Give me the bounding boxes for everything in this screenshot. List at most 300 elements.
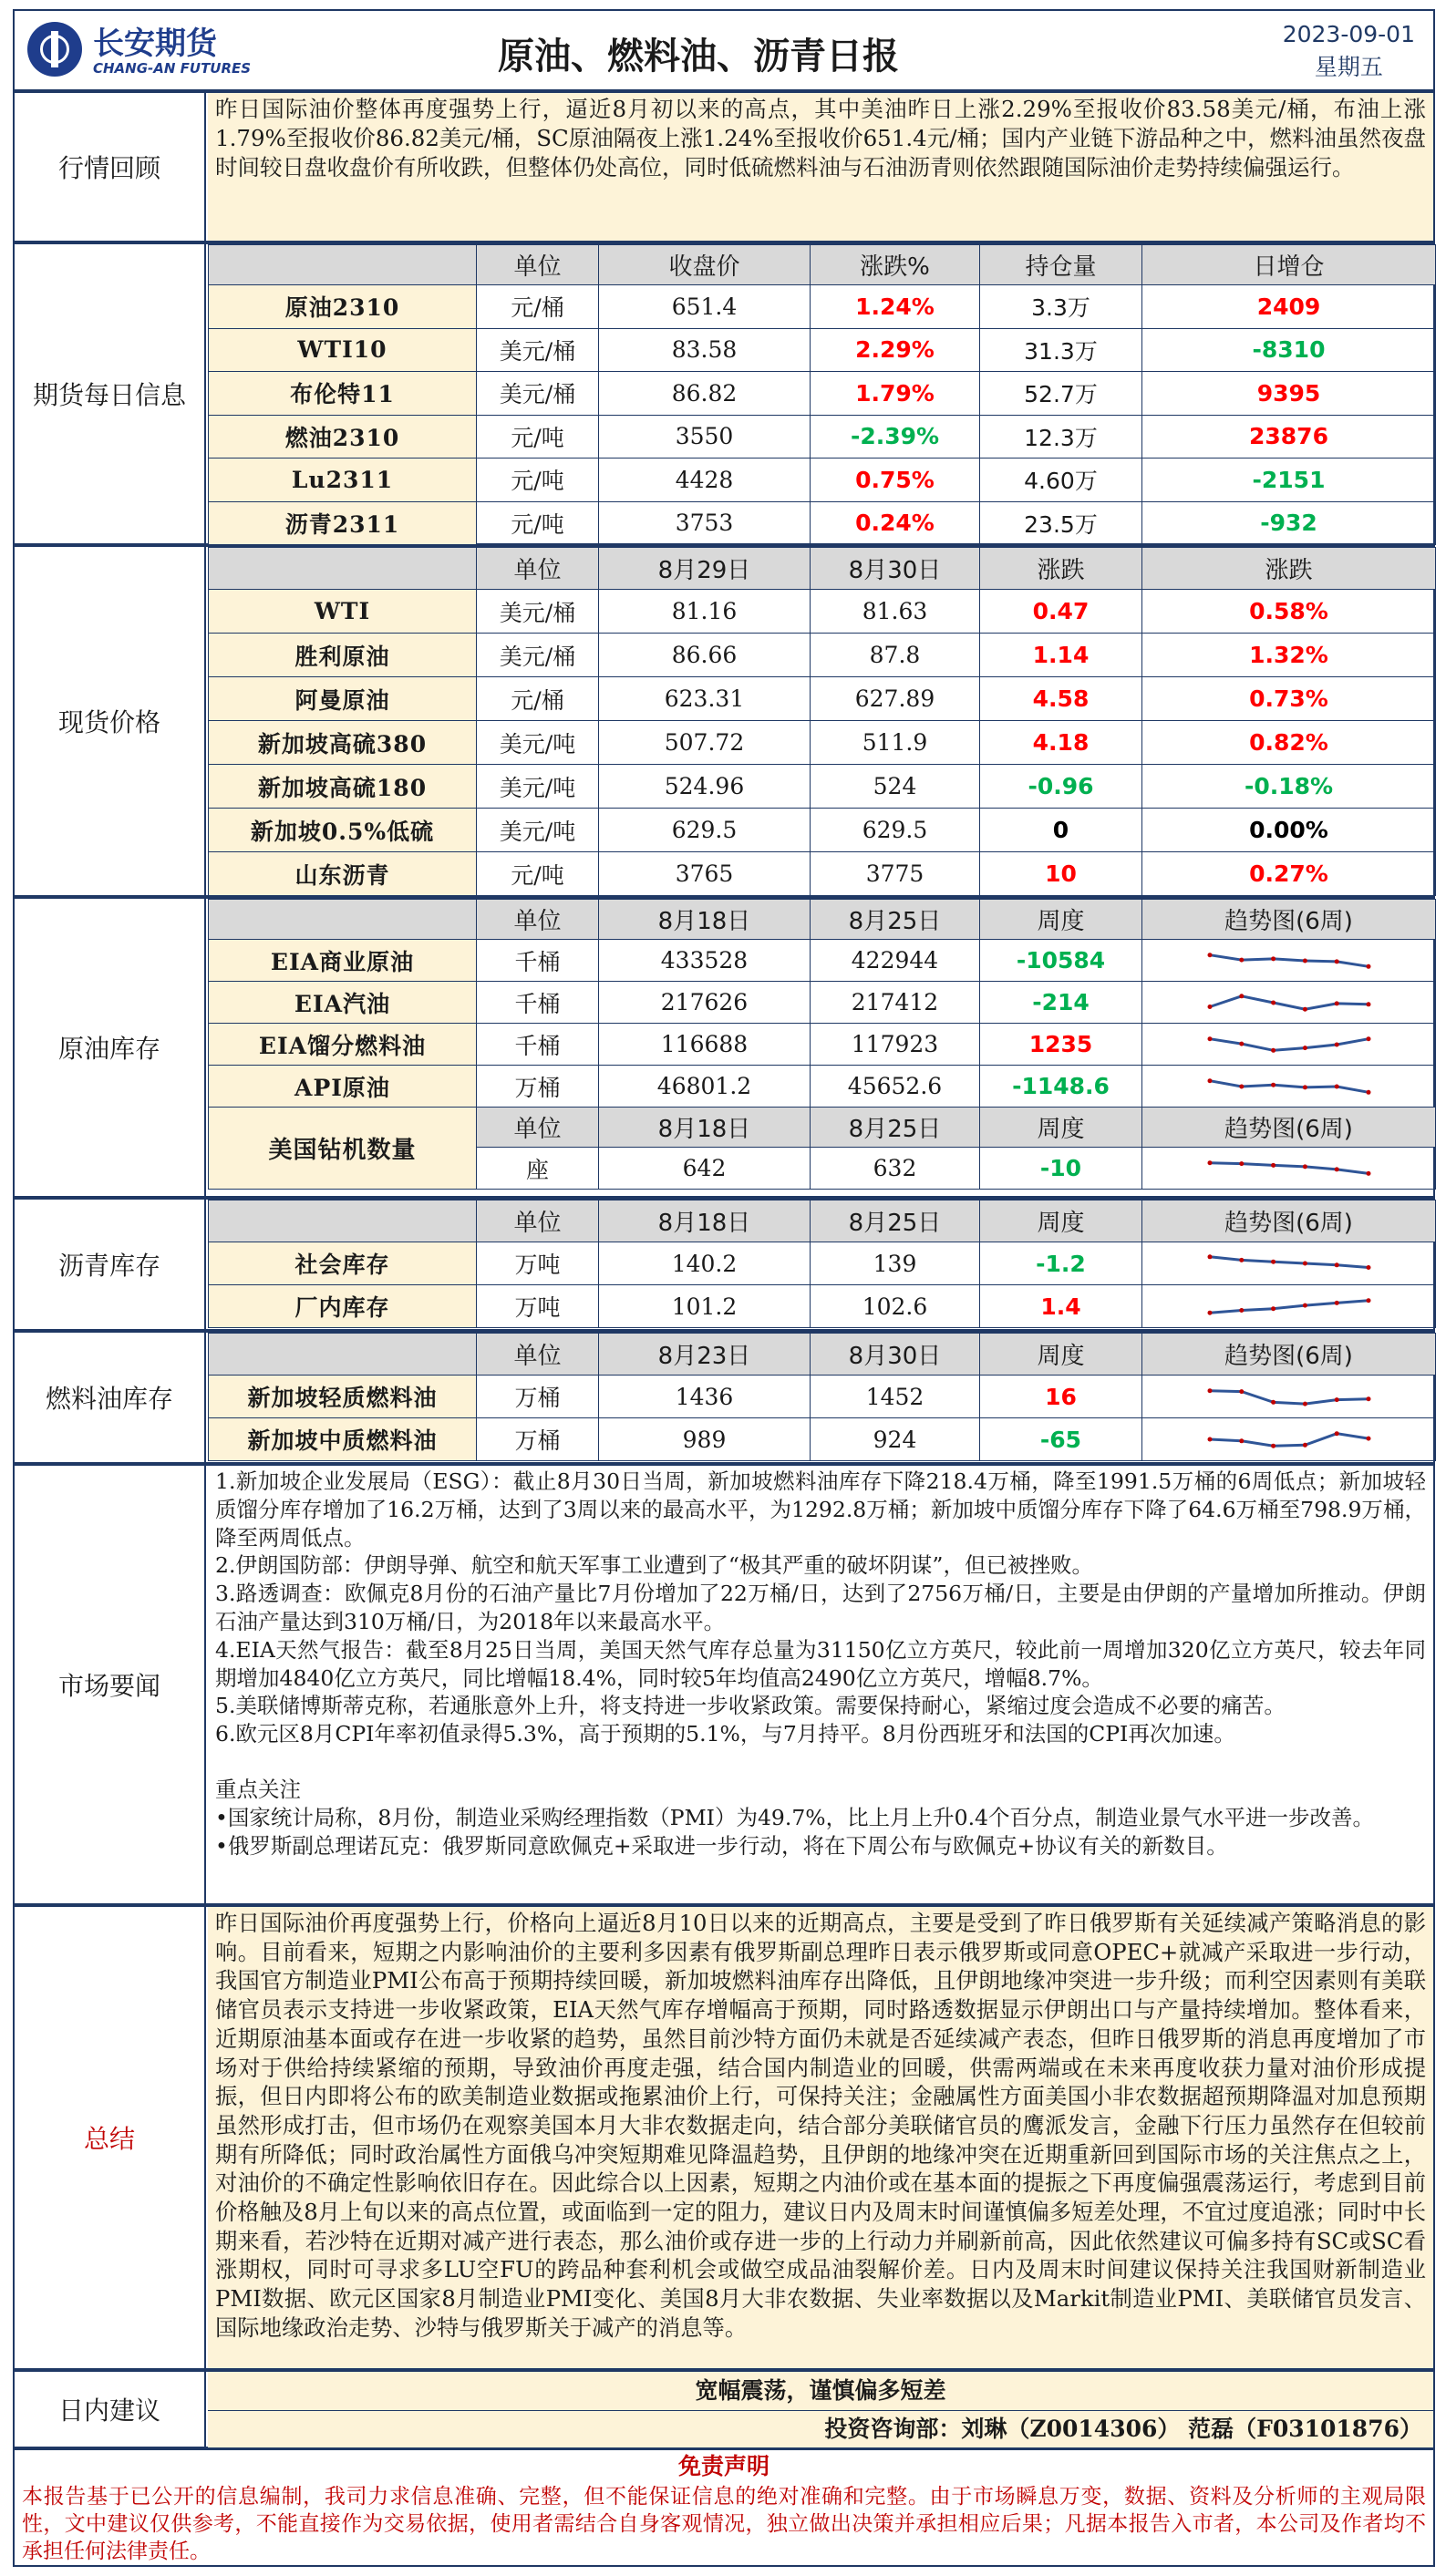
trend-chart-cell (1142, 1242, 1436, 1285)
trend-point (1302, 958, 1307, 963)
inventory-name: 新加坡轻质燃料油 (209, 1376, 477, 1418)
news-line (215, 1748, 1426, 1776)
trend-sparkline (1204, 1031, 1374, 1058)
trend-chart-cell (1142, 1285, 1436, 1328)
inventory-row (209, 1376, 1436, 1418)
inventory-row (209, 1242, 1436, 1285)
trend-line (1210, 1257, 1369, 1268)
open-interest: 23.5万 (980, 501, 1142, 545)
contract-name: 原油2310 (209, 285, 477, 329)
price-day1: 524.96 (599, 765, 811, 809)
unit: 千桶 (477, 1024, 599, 1066)
column-header: 单位 (477, 900, 599, 940)
inventory-name: 新加坡中质燃料油 (209, 1418, 477, 1461)
inventory-name: 厂内库存 (209, 1285, 477, 1328)
unit: 座 (477, 1148, 599, 1190)
spot-row (209, 634, 1436, 677)
rig-header-row (209, 1108, 1436, 1148)
open-interest: 4.60万 (980, 459, 1142, 502)
unit: 元/吨 (477, 501, 599, 545)
disclaimer-section (13, 2448, 1435, 2567)
trend-point (1239, 1084, 1244, 1088)
close-price: 83.58 (599, 328, 811, 372)
trend-line (1210, 1038, 1369, 1050)
spot-row (209, 852, 1436, 896)
trend-point (1302, 1006, 1307, 1011)
trend-point (1207, 1036, 1212, 1041)
column-header: 8月18日 (599, 1200, 811, 1242)
news-line: 2.伊朗国防部：伊朗导弹、航空和航天军事工业遭到了“极其严重的破坏阴谋”，但已被挫败。 (215, 1552, 1093, 1579)
unit: 元/吨 (477, 415, 599, 459)
trend-point (1239, 1438, 1244, 1443)
spot-row (209, 809, 1436, 852)
trend-chart-cell (1142, 940, 1436, 982)
news-line: 3.路透调查：欧佩克8月份的石油产量比7月份增加了22万桶/日，达到了2756万桶/日，主要是由伊朗的产量增加所推动。伊朗石油产量达到310万桶/日，为2018年以来最高水平。 (215, 1581, 1426, 1634)
trend-sparkline (1204, 1293, 1374, 1320)
close-price: 86.82 (599, 372, 811, 416)
trend-point (1271, 1400, 1276, 1405)
trend-point (1366, 963, 1370, 968)
inventory-name: EIA汽油 (209, 982, 477, 1024)
header-row (209, 1200, 1436, 1242)
trend-point (1207, 1254, 1212, 1259)
trend-point (1239, 1041, 1244, 1046)
price-day1: 3765 (599, 852, 811, 896)
value-day1: 46801.2 (599, 1066, 811, 1108)
price-day2: 81.63 (811, 590, 980, 634)
summary-text: 昨日国际油价再度强势上行，价格向上逼近8月10日以来的近期高点，主要是受到了昨日俄罗斯有关延续减产策略消息的影响。目前看来，短期之内影响油价的主要利多因素有俄罗斯副总理昨日表示俄罗斯或同意OPEC+就减产采取进一步行动，我国官方制造业PMI公布高于预期持续回暖，新加坡燃料油库存出降低，且伊朗地缘冲突进一步升级；而利空因素则有美联储官员表示支持进一步收紧政策，EIA天然气库存增幅高于预期，同时路透数据显示伊朗出口与产量持续增加。整体看来，近期原油基本面或存在进一步收紧的趋势，虽然目前沙特方面仍未就是否延续减产表态，但昨日俄罗斯的消息再度增加了市场对于供给持续紧缩的预期，导致油价再度走强，结合国内制造业的回暖，供需两端或在未来再度收获力量对油价形成提振，但日内即将公布的欧美制造业数据或拖累油价上行，可保持关注；金融属性方面美国小非农数据超预期降温对加息预期虽然形成打击，但市场仍在观察美国本月大非农数据走向，结合部分美联储官员的鹰派发言，金融下行压力虽然存在但较前期有所降低；同时政治属性方面俄乌冲突短期难见降温趋势，且伊朗的地缘冲突在近期重新回到国际市场的关注焦点之上，对油价的不确定性影响依旧存在。因此综合以上因素，短期之内油价或在基本面的提振之下再度偏强震荡运行，考虑到目前价格触及8月上旬以来的高点位置，或面临到一定的阻力，建议日内及周末时间谨慎偏多短差处理，不宜过度追涨；同时中长期来看，若沙特在近期对减产进行表态，那么油价或存进一步的上行动力并刷新前高，因此依然建议可偏多持有SC或SC看涨期权，同时可寻求多LU空FU的跨品种套利机会或做空成品油裂解价差。日内及周末时间建议保持关注我国财新制造业PMI数据、欧元区国家8月制造业PMI变化、美国8月大非农数据、失业率数据以及Markit制造业PMI、美联储官员发言、国际地缘政治走势、沙特与俄罗斯关于减产的消息等。 (208, 1907, 1433, 2368)
column-header: 8月30日 (811, 1334, 980, 1376)
contract-name: 沥青2311 (209, 501, 477, 545)
trend-point (1302, 1046, 1307, 1050)
trend-sparkline (1204, 1073, 1374, 1100)
unit: 万吨 (477, 1242, 599, 1285)
trend-point (1207, 1005, 1212, 1009)
close-price: 3753 (599, 501, 811, 545)
daily-oi-change: -8310 (1142, 328, 1436, 372)
review-section (13, 91, 1435, 242)
contract-name: Lu2311 (209, 459, 477, 502)
trend-chart-cell (1142, 1376, 1436, 1418)
value-day2: 45652.6 (811, 1066, 980, 1108)
value-day2: 217412 (811, 982, 980, 1024)
trend-chart-cell (1142, 1148, 1436, 1190)
price-day2: 524 (811, 765, 980, 809)
rig-count-name: 美国钻机数量 (209, 1108, 477, 1190)
report-header (13, 9, 1435, 91)
unit: 万吨 (477, 1285, 599, 1328)
trend-point (1207, 1437, 1212, 1442)
trend-line (1210, 1391, 1369, 1404)
contract-name: 布伦特11 (209, 372, 477, 416)
trend-line (1210, 1162, 1369, 1173)
change-pct: 0.00% (1142, 809, 1436, 852)
futures-row (209, 415, 1436, 459)
change-pct: 1.24% (811, 285, 980, 329)
trend-point (1334, 959, 1338, 963)
futures-row (209, 501, 1436, 545)
inventory-row (209, 1285, 1436, 1328)
change-pct: 1.79% (811, 372, 980, 416)
inventory-row (209, 1024, 1436, 1066)
contract-name: WTI10 (209, 328, 477, 372)
column-header: 收盘价 (599, 245, 811, 285)
section-label: 期货每日信息 (15, 244, 206, 543)
trend-point (1239, 957, 1244, 962)
trend-point (1302, 1262, 1307, 1266)
section-label: 燃料油库存 (15, 1333, 206, 1462)
section-label: 沥青库存 (15, 1200, 206, 1329)
trend-point (1207, 1388, 1212, 1393)
news-line: •俄罗斯副总理诺瓦克：俄罗斯同意欧佩克+采取进一步行动，将在下周公布与欧佩克+协议有关的新数目。 (215, 1832, 1228, 1859)
trend-point (1366, 1396, 1370, 1401)
change: 1.14 (980, 634, 1142, 677)
trend-point (1366, 1089, 1370, 1094)
change-pct: 0.75% (811, 459, 980, 502)
column-header: 8月25日 (811, 1108, 980, 1148)
disclaimer-text: 本报告基于已公开的信息编制，我司力求信息准确、完整，但不能保证信息的绝对准确和完整。由于市场瞬息万变，数据、资料及分析师的主观局限性，文中建议仅供参考，不能直接作为交易依据，使用者需结合自身客观情况，独立做出决策并承担相应后果；凡据本报告入市者，本公司及作者均不承担任何法律责任。 (22, 2485, 1426, 2563)
value-day1: 989 (599, 1418, 811, 1461)
price-day2: 3775 (811, 852, 980, 896)
unit: 万桶 (477, 1418, 599, 1461)
trend-point (1334, 1431, 1338, 1436)
header-blank (209, 548, 477, 590)
inventory-row (209, 1418, 1436, 1461)
column-header: 趋势图(6周) (1142, 900, 1436, 940)
weekly-change: -10 (980, 1148, 1142, 1190)
trend-line (1210, 954, 1369, 966)
news-line: 1.新加坡企业发展局（ESG）：截止8月30日当周，新加坡燃料油库存下降218.4万桶，降至1991.5万桶的6周低点；新加坡轻质馏分库存增加了16.2万桶，达到了3周以来的最高水平，为1292.8万桶；新加坡中质馏分库存下降了64.6万桶至798.9万桶，降至两周低点。 (215, 1468, 1426, 1551)
trend-point (1271, 1082, 1276, 1087)
trend-sparkline (1204, 947, 1374, 974)
asphalt-inventory-section (13, 1198, 1435, 1331)
column-header: 趋势图(6周) (1142, 1108, 1436, 1148)
change-pct: 1.32% (1142, 634, 1436, 677)
report-weekday: 星期五 (1314, 54, 1383, 80)
value-day2: 139 (811, 1242, 980, 1285)
analyst-credits: 投资咨询部：刘琳（Z0014306） 范磊（F03101876） (208, 2411, 1433, 2447)
trend-chart-cell (1142, 1024, 1436, 1066)
unit: 美元/桶 (477, 590, 599, 634)
spot-name: WTI (209, 590, 477, 634)
unit: 元/吨 (477, 852, 599, 896)
change: 10 (980, 852, 1142, 896)
spot-name: 新加坡高硫180 (209, 765, 477, 809)
trend-chart-cell (1142, 1418, 1436, 1461)
trend-point (1366, 1437, 1370, 1441)
advice-section (13, 2370, 1435, 2448)
trend-point (1334, 1084, 1338, 1088)
inventory-row (209, 982, 1436, 1024)
price-day1: 86.66 (599, 634, 811, 677)
header-blank (209, 1200, 477, 1242)
unit: 千桶 (477, 982, 599, 1024)
trend-point (1334, 1397, 1338, 1402)
inventory-row (209, 1066, 1436, 1108)
trend-sparkline (1204, 1155, 1374, 1182)
trend-line (1210, 1080, 1369, 1092)
unit: 万桶 (477, 1066, 599, 1108)
price-day2: 87.8 (811, 634, 980, 677)
column-header: 涨跌 (980, 548, 1142, 590)
trend-point (1366, 1298, 1370, 1303)
trend-point (1239, 1308, 1244, 1313)
value-day2: 102.6 (811, 1285, 980, 1328)
spot-row (209, 721, 1436, 765)
section-label: 市场要闻 (15, 1466, 206, 1903)
trend-point (1239, 1161, 1244, 1166)
crude-inventory-table (208, 899, 1436, 1190)
spot-row (209, 677, 1436, 721)
trend-point (1302, 1443, 1307, 1448)
trend-point (1366, 1002, 1370, 1006)
change-pct: -0.18% (1142, 765, 1436, 809)
news-line: 6.欧元区8月CPI年率初值录得5.3%，高于预期的5.1%，与7月持平。8月份西班牙和法国的CPI再次加速。 (215, 1721, 1235, 1747)
daily-oi-change: -932 (1142, 501, 1436, 545)
crude-inventory-section (13, 897, 1435, 1198)
daily-oi-change: -2151 (1142, 459, 1436, 502)
unit: 元/桶 (477, 677, 599, 721)
value-day1: 217626 (599, 982, 811, 1024)
trend-point (1334, 1301, 1338, 1305)
unit: 美元/吨 (477, 765, 599, 809)
column-header: 8月25日 (811, 900, 980, 940)
inventory-row (209, 940, 1436, 982)
section-label: 日内建议 (15, 2372, 206, 2447)
spot-name: 新加坡0.5%低硫 (209, 809, 477, 852)
trend-point (1239, 1389, 1244, 1394)
column-header: 日增仓 (1142, 245, 1436, 285)
trend-point (1271, 1162, 1276, 1167)
trend-point (1207, 1078, 1212, 1083)
value-day1: 140.2 (599, 1242, 811, 1285)
trend-line (1210, 1301, 1369, 1314)
column-header: 单位 (477, 1200, 599, 1242)
weekly-change: 1.4 (980, 1285, 1142, 1328)
price-day2: 629.5 (811, 809, 980, 852)
report-date-box (1283, 18, 1415, 84)
trend-point (1239, 994, 1244, 998)
value-day2: 632 (811, 1148, 980, 1190)
trend-point (1302, 1402, 1307, 1406)
trend-point (1271, 1047, 1276, 1052)
daily-oi-change: 2409 (1142, 285, 1436, 329)
change-pct: 0.27% (1142, 852, 1436, 896)
column-header: 周度 (980, 1200, 1142, 1242)
change: 4.18 (980, 721, 1142, 765)
asphalt-inventory-table (208, 1200, 1436, 1328)
inventory-name: API原油 (209, 1066, 477, 1108)
change: 0 (980, 809, 1142, 852)
trend-point (1366, 1265, 1370, 1270)
value-day2: 924 (811, 1418, 980, 1461)
change: 4.58 (980, 677, 1142, 721)
trend-point (1366, 1036, 1370, 1041)
futures-section (13, 242, 1435, 545)
company-logo (24, 16, 270, 86)
spot-name: 山东沥青 (209, 852, 477, 896)
fuel-oil-inventory-section (13, 1331, 1435, 1464)
change: -0.96 (980, 765, 1142, 809)
futures-row (209, 328, 1436, 372)
trend-sparkline (1204, 1383, 1374, 1410)
value-day1: 1436 (599, 1376, 811, 1418)
logo-emblem-icon (27, 22, 82, 77)
column-header: 涨跌% (811, 245, 980, 285)
trend-chart-cell (1142, 982, 1436, 1024)
trend-line (1210, 995, 1369, 1008)
column-header: 8月23日 (599, 1334, 811, 1376)
news-line: 4.EIA天然气报告：截至8月25日当周，美国天然气库存总量为31150亿立方英尺，较此前一周增加320亿立方英尺，较去年同期增加4840亿立方英尺，同比增幅18.4%，同时较5年均值高2490亿立方英尺，增幅8.7%。 (215, 1636, 1426, 1691)
change-pct: 2.29% (811, 328, 980, 372)
unit: 美元/桶 (477, 372, 599, 416)
spot-name: 阿曼原油 (209, 677, 477, 721)
trend-point (1302, 1164, 1307, 1169)
close-price: 651.4 (599, 285, 811, 329)
trend-line (1210, 1434, 1369, 1447)
unit: 元/桶 (477, 285, 599, 329)
disclaimer-title: 免责声明 (677, 2453, 769, 2479)
unit: 元/吨 (477, 459, 599, 502)
close-price: 4428 (599, 459, 811, 502)
value-day1: 116688 (599, 1024, 811, 1066)
advice-text: 宽幅震荡，谨慎偏多短差 (208, 2372, 1433, 2411)
weekly-change: -1148.6 (980, 1066, 1142, 1108)
column-header: 趋势图(6周) (1142, 1334, 1436, 1376)
trend-sparkline (1204, 1426, 1374, 1453)
change-pct: 0.82% (1142, 721, 1436, 765)
price-day1: 623.31 (599, 677, 811, 721)
unit: 美元/吨 (477, 809, 599, 852)
unit: 美元/吨 (477, 721, 599, 765)
trend-chart-cell (1142, 1066, 1436, 1108)
trend-point (1334, 1262, 1338, 1267)
spot-table (208, 547, 1436, 896)
value-day1: 433528 (599, 940, 811, 982)
value-day2: 1452 (811, 1376, 980, 1418)
inventory-name: 社会库存 (209, 1242, 477, 1285)
header-blank (209, 1334, 477, 1376)
value-day1: 101.2 (599, 1285, 811, 1328)
weekly-change: 16 (980, 1376, 1142, 1418)
open-interest: 3.3万 (980, 285, 1142, 329)
unit: 美元/桶 (477, 634, 599, 677)
trend-point (1302, 1085, 1307, 1089)
unit: 万桶 (477, 1376, 599, 1418)
report-title: 原油、燃料油、沥青日报 (498, 36, 899, 77)
trend-point (1207, 1311, 1212, 1315)
column-header: 周度 (980, 1108, 1142, 1148)
header-blank (209, 245, 477, 285)
spot-row (209, 765, 1436, 809)
open-interest: 31.3万 (980, 328, 1142, 372)
fuel-oil-inventory-table (208, 1333, 1436, 1461)
change-pct: 0.58% (1142, 590, 1436, 634)
header-row (209, 900, 1436, 940)
weekly-change: -65 (980, 1418, 1142, 1461)
value-day2: 117923 (811, 1024, 980, 1066)
column-header: 8月29日 (599, 548, 811, 590)
futures-table (208, 244, 1436, 545)
value-day2: 422944 (811, 940, 980, 982)
price-day1: 629.5 (599, 809, 811, 852)
trend-sparkline (1204, 989, 1374, 1016)
trend-point (1302, 1303, 1307, 1308)
trend-point (1271, 1260, 1276, 1264)
change: 0.47 (980, 590, 1142, 634)
logo-en-text: CHANG-AN FUTURES (93, 60, 252, 77)
header-blank (209, 900, 477, 940)
report-date: 2023-09-01 (1282, 21, 1415, 47)
column-header: 单位 (477, 245, 599, 285)
open-interest: 52.7万 (980, 372, 1142, 416)
spot-name: 新加坡高硫380 (209, 721, 477, 765)
change-pct: 0.24% (811, 501, 980, 545)
column-header: 周度 (980, 1334, 1142, 1376)
column-header: 涨跌 (1142, 548, 1436, 590)
news-line: 重点关注 (215, 1776, 301, 1802)
inventory-name: EIA商业原油 (209, 940, 477, 982)
spot-row (209, 590, 1436, 634)
trend-point (1271, 1306, 1276, 1311)
futures-row (209, 459, 1436, 502)
review-text: 昨日国际油价整体再度强势上行，逼近8月初以来的高点，其中美油昨日上涨2.29%至报收价83.58美元/桶，布油上涨1.79%至报收价86.82美元/桶，SC原油隔夜上涨1.24%至报收价651.4元/桶；国内产业链下游品种之中，燃料油虽然夜盘时间较日盘收盘价有所收跌，但整体仍处高位，同时低硫燃料油与石油沥青则依然跟随国际油价走势持续偏强运行。 (208, 93, 1433, 241)
news-line: 5.美联储博斯蒂克称，若通胀意外上升，将支持进一步收紧政策。需要保持耐心，紧缩过度会造成不必要的痛苦。 (215, 1693, 1286, 1719)
price-day1: 507.72 (599, 721, 811, 765)
futures-row (209, 372, 1436, 416)
column-header: 8月18日 (599, 900, 811, 940)
weekly-change: -10584 (980, 940, 1142, 982)
header-row (209, 245, 1436, 285)
contract-name: 燃油2310 (209, 415, 477, 459)
weekly-change: -1.2 (980, 1242, 1142, 1285)
daily-oi-change: 9395 (1142, 372, 1436, 416)
trend-point (1207, 953, 1212, 957)
section-label: 原油库存 (15, 899, 206, 1196)
trend-point (1334, 1042, 1338, 1046)
change-pct: 0.73% (1142, 677, 1436, 721)
column-header: 单位 (477, 1108, 599, 1148)
spot-section (13, 545, 1435, 897)
daily-oi-change: 23876 (1142, 415, 1436, 459)
column-header: 单位 (477, 548, 599, 590)
spot-name: 胜利原油 (209, 634, 477, 677)
weekly-change: -214 (980, 982, 1142, 1024)
section-label: 现货价格 (15, 547, 206, 895)
column-header: 8月18日 (599, 1108, 811, 1148)
close-price: 3550 (599, 415, 811, 459)
value-day1: 642 (599, 1148, 811, 1190)
column-header: 趋势图(6周) (1142, 1200, 1436, 1242)
trend-point (1334, 1001, 1338, 1005)
price-day2: 627.89 (811, 677, 980, 721)
change-pct: -2.39% (811, 415, 980, 459)
column-header: 持仓量 (980, 245, 1142, 285)
daily-report (13, 9, 1435, 2567)
trend-point (1334, 1167, 1338, 1171)
price-day2: 511.9 (811, 721, 980, 765)
futures-row (209, 285, 1436, 329)
trend-point (1207, 1160, 1212, 1165)
open-interest: 12.3万 (980, 415, 1142, 459)
column-header: 周度 (980, 900, 1142, 940)
section-label: 行情回顾 (15, 93, 206, 241)
price-day1: 81.16 (599, 590, 811, 634)
weekly-change: 1235 (980, 1024, 1142, 1066)
trend-point (1239, 1258, 1244, 1262)
section-label: 总结 (15, 1907, 206, 2368)
column-header: 8月30日 (811, 548, 980, 590)
